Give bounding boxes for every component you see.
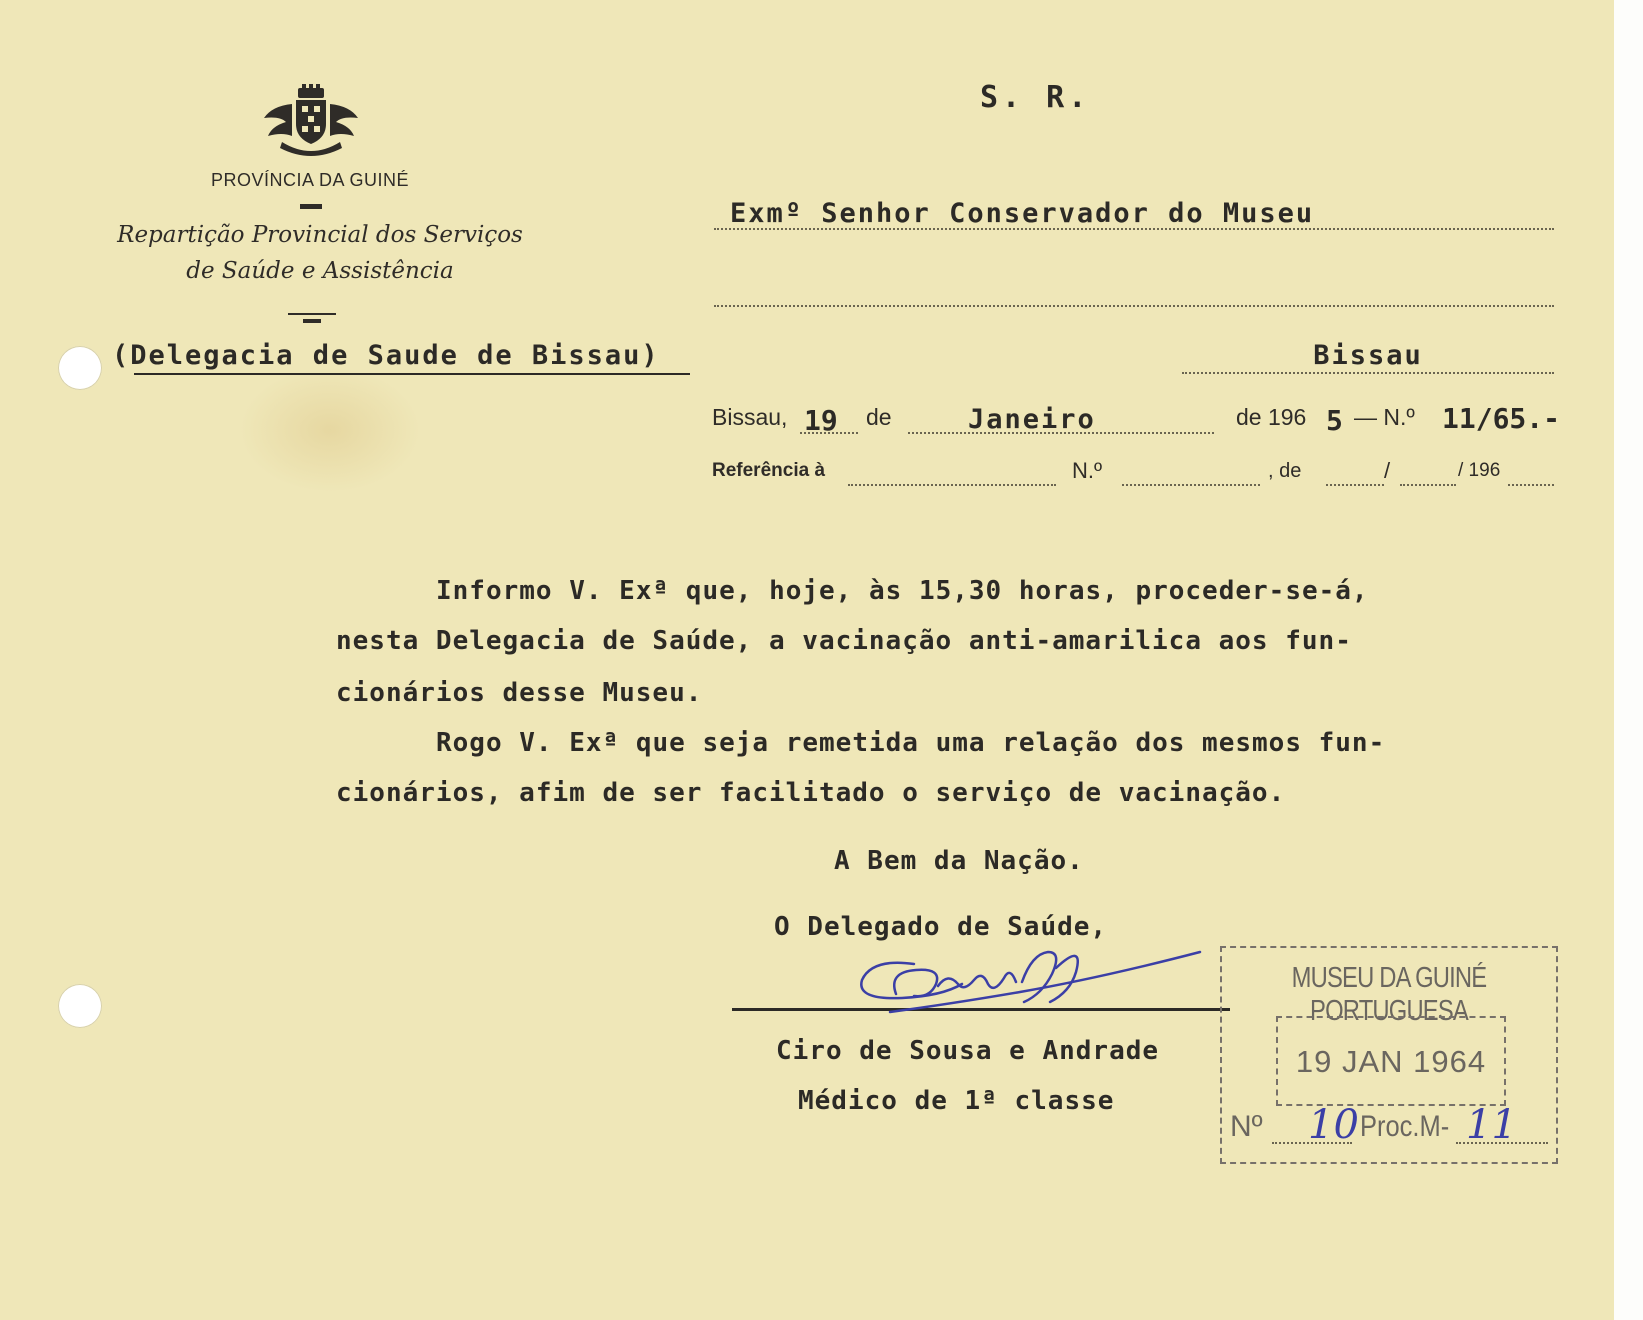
body-line-1: Informo V. Exª que, hoje, às 15,30 horas, proceder-se-á, <box>436 576 1369 606</box>
stamp-no-value: 10 <box>1308 1102 1359 1148</box>
reference-no-label: N.º <box>1072 458 1103 483</box>
classification-mark: S. R. <box>980 80 1091 115</box>
reference-year-label: / 196 <box>1458 460 1501 481</box>
body-line-3: cionários desse Museu. <box>336 678 703 708</box>
header-rule-mark <box>303 319 321 323</box>
stamp-no-label: Nº <box>1230 1110 1263 1143</box>
body-line-5: cionários, afim de ser facilitado o serviço de vacinação. <box>336 778 1286 808</box>
header-dash <box>300 204 322 209</box>
museum-reception-stamp <box>1220 946 1558 1164</box>
body-line-4: Rogo V. Exª que seja remetida uma relação dos mesmos fun- <box>436 728 1386 758</box>
delegation-name: (Delegacia de Saude de Bissau) <box>112 340 660 371</box>
department-line-2: de Saúde e Assistência <box>186 258 454 284</box>
recipient-place: Bissau <box>1313 340 1423 371</box>
stamp-institution: MUSEU DA GUINÉ PORTUGUESA <box>1291 962 1487 1027</box>
header-rule <box>288 313 336 315</box>
coat-of-arms-emblem <box>262 84 360 160</box>
dateline-year-label: de 196 <box>1236 404 1307 430</box>
reference-year-line <box>1508 484 1554 486</box>
stamp-proc-label: Proc.M- <box>1360 1110 1450 1143</box>
dateline-de: de <box>866 404 892 430</box>
stamp-date-box <box>1276 1016 1506 1106</box>
reference-day-line <box>1326 484 1384 486</box>
dateline-number: 11/65.- <box>1442 402 1561 435</box>
dateline-city: Bissau, <box>712 404 788 430</box>
recipient-title: Exmº Senhor Conservador do Museu <box>730 198 1315 229</box>
closing-phrase: A Bem da Nação. <box>834 846 1084 876</box>
dateline-number-label: — N.º <box>1354 404 1415 430</box>
delegation-underline <box>134 373 690 375</box>
punch-hole-top <box>58 346 102 390</box>
dateline-day: 19 <box>804 404 838 437</box>
reference-month-line <box>1400 484 1456 486</box>
signatory-name: Ciro de Sousa e Andrade <box>776 1036 1160 1066</box>
recipient-place-line <box>1182 372 1554 374</box>
handwritten-signature <box>860 946 1220 1036</box>
province-name: PROVÍNCIA DA GUINÉ <box>210 170 410 190</box>
punch-hole-bottom <box>58 984 102 1028</box>
dateline-month: Janeiro <box>968 404 1096 435</box>
stamp-date: 19 JAN 1964 <box>1295 1044 1487 1079</box>
signatory-rank: Médico de 1ª classe <box>798 1086 1115 1116</box>
dateline-year-digit: 5 <box>1326 404 1343 437</box>
recipient-line-2 <box>714 305 1554 307</box>
reference-field-line <box>848 484 1056 486</box>
department-line-1: Repartição Provincial dos Serviços <box>117 222 523 248</box>
body-line-2: nesta Delegacia de Saúde, a vacinação anti-amarilica aos fun- <box>336 626 1352 656</box>
reference-no-line <box>1122 484 1260 486</box>
reference-label: Referência à <box>712 460 826 481</box>
stamp-proc-value: 11 <box>1466 1102 1517 1148</box>
reference-slash: / <box>1384 458 1391 483</box>
reference-de-label: , de <box>1268 460 1302 482</box>
signatory-role: O Delegado de Saúde, <box>774 912 1108 942</box>
